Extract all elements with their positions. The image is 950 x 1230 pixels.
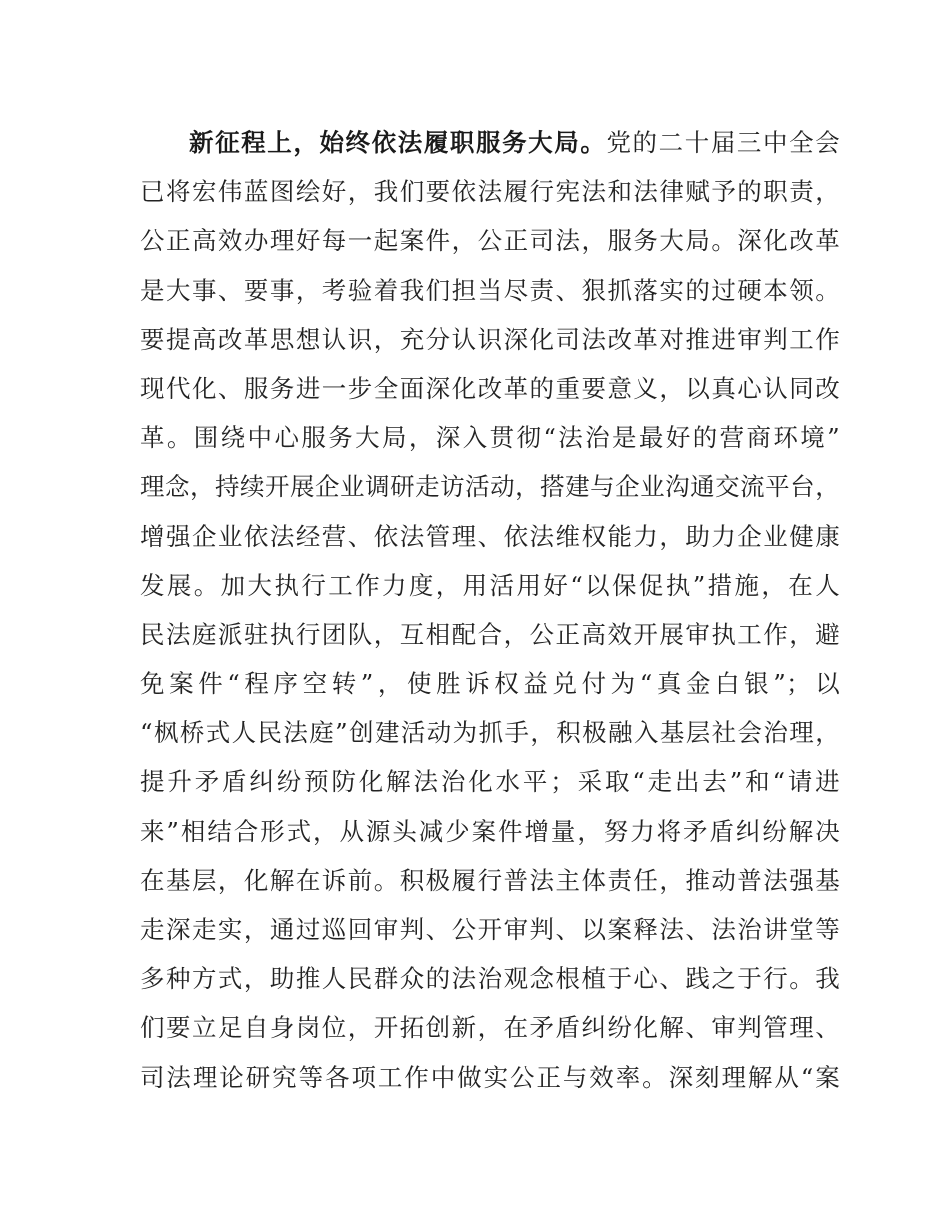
paragraph-line-9: 增强企业依法经营、依法管理、依法维权能力，助力企业健康 xyxy=(140,521,840,551)
paragraph-line-10: 发展。加大执行工作力度，用活用好“以保促执”措施，在人 xyxy=(140,570,840,600)
paragraph-line-5: 要提高改革思想认识，充分认识深化司法改革对推进审判工作 xyxy=(140,324,840,354)
body-paragraph xyxy=(140,118,840,1102)
paragraph-line-17: 走深走实，通过巡回审判、公开审判、以案释法、法治讲堂等 xyxy=(140,915,840,944)
paragraph-line-4: 是大事、要事，考验着我们担当尽责、狠抓落实的过硬本领。 xyxy=(140,275,840,305)
paragraph-line-19: 们要立足自身岗位，开拓创新，在矛盾纠纷化解、审判管理、 xyxy=(140,1013,840,1043)
paragraph-line-1-text: 党的二十届三中全会 xyxy=(606,128,840,157)
paragraph-line-14: 提升矛盾纠纷预防化解法治化水平；采取“走出去”和“请进 xyxy=(140,767,840,797)
paragraph-line-16: 在基层，化解在诉前。积极履行普法主体责任，推动普法强基 xyxy=(140,865,840,895)
paragraph-line-6: 现代化、服务进一步全面深化改革的重要意义，以真心认同改 xyxy=(140,373,840,403)
paragraph-line-18: 多种方式，助推人民群众的法治观念根植于心、践之于行。我 xyxy=(140,964,840,994)
paragraph-line-2: 已将宏伟蓝图绘好，我们要依法履行宪法和法律赋予的职责， xyxy=(140,177,840,207)
paragraph-line-20: 司法理论研究等各项工作中做实公正与效率。深刻理解从“案 xyxy=(140,1062,840,1092)
paragraph-line-13: “枫桥式人民法庭”创建活动为抓手，积极融入基层社会治理， xyxy=(140,718,840,748)
paragraph-line-8: 理念，持续开展企业调研走访活动，搭建与企业沟通交流平台， xyxy=(140,472,840,502)
paragraph-line-12: 免案件“程序空转”，使胜诉权益兑付为“真金白银”；以 xyxy=(140,669,840,699)
paragraph-line-15: 来”相结合形式，从源头减少案件增量，努力将矛盾纠纷解决 xyxy=(140,816,840,846)
paragraph-line-3: 公正高效办理好每一起案件，公正司法，服务大局。深化改革 xyxy=(140,226,840,256)
paragraph-lead-heading: 新征程上，始终依法履职服务大局。 xyxy=(189,128,607,157)
paragraph-line-11: 民法庭派驻执行团队，互相配合，公正高效开展审执工作，避 xyxy=(140,619,840,649)
paragraph-line-7: 革。围绕中心服务大局，深入贯彻“法治是最好的营商环境” xyxy=(140,423,840,453)
paragraph-line-1 xyxy=(140,118,840,167)
